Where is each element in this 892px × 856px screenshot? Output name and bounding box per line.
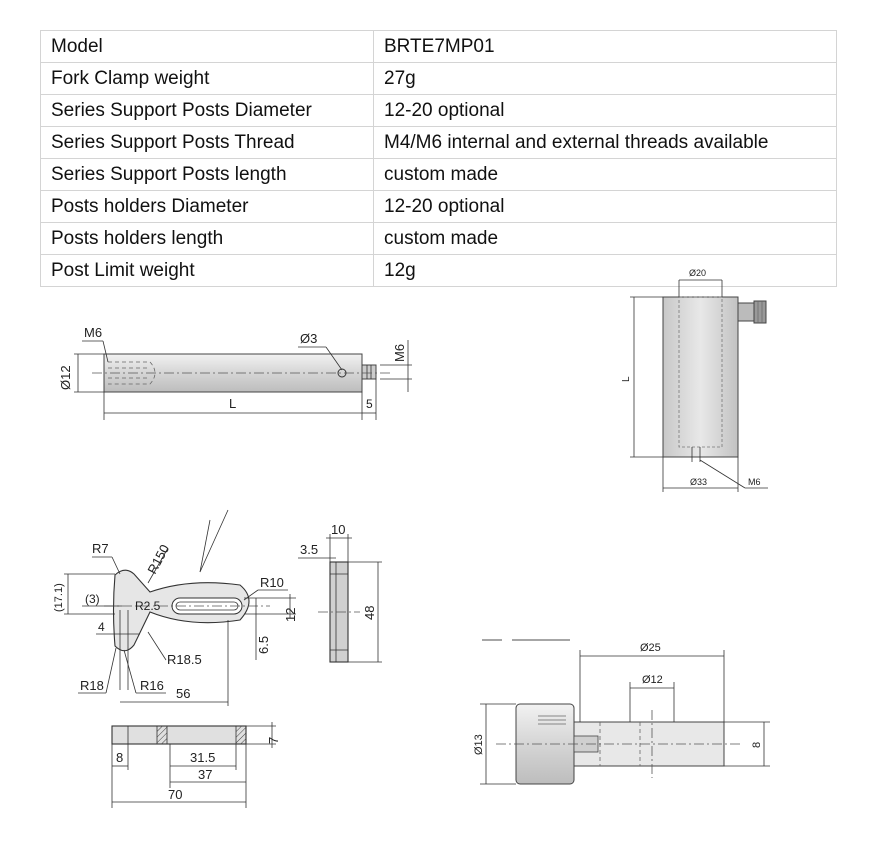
fork-r185-label: R18.5 xyxy=(167,652,202,667)
fork-56-label: 56 xyxy=(176,686,191,701)
spec-value: 12-20 optional xyxy=(374,191,837,223)
limit-d13-label: Ø13 xyxy=(473,734,485,755)
fork-65-label: 6.5 xyxy=(256,635,271,654)
post-end-thread-label: M6 xyxy=(392,343,407,362)
fork-r16-label: R16 xyxy=(140,678,164,693)
fork-top-view xyxy=(53,510,298,706)
holder-base-diameter-label: Ø33 xyxy=(690,477,708,487)
fork-side-48-label: 48 xyxy=(362,605,377,620)
spec-label: Series Support Posts length xyxy=(41,159,374,191)
fork-bottom-315-label: 31.5 xyxy=(190,750,216,765)
post-stub-label: 5 xyxy=(366,397,373,411)
spec-value: 27g xyxy=(374,63,837,95)
limit-d25-label: Ø25 xyxy=(640,642,661,654)
post-drawing xyxy=(58,325,412,420)
holder-top-diameter-label: Ø20 xyxy=(689,268,707,278)
fork-bottom-70-label: 70 xyxy=(168,787,183,802)
fork-bottom-37-label: 37 xyxy=(198,767,213,782)
fork-side-35-label: 3.5 xyxy=(300,542,319,557)
fork-bottom-7-label: 7 xyxy=(266,736,281,744)
spec-label: Posts holders length xyxy=(41,223,374,255)
limit-d12-label: Ø12 xyxy=(642,674,663,686)
post-thread-label: M6 xyxy=(84,325,103,340)
fork-3-label: (3) xyxy=(85,592,100,606)
spec-label: Post Limit weight xyxy=(41,255,374,287)
spec-label: Series Support Posts Diameter xyxy=(41,95,374,127)
spec-value: BRTE7MP01 xyxy=(374,31,837,63)
spec-value: custom made xyxy=(374,223,837,255)
spec-label: Model xyxy=(41,31,374,63)
spec-value: 12-20 optional xyxy=(374,95,837,127)
fork-side-view xyxy=(298,522,382,662)
post-end-stub xyxy=(362,365,376,379)
post-length-label: L xyxy=(229,396,237,411)
fork-r25-label: R2.5 xyxy=(135,599,161,613)
limit-drawing xyxy=(473,640,770,784)
fork-r150-label: R150 xyxy=(144,541,173,577)
limit-d8-label: 8 xyxy=(751,741,763,748)
fork-12-label: 12 xyxy=(283,607,298,622)
fork-bottom-body xyxy=(112,726,246,744)
holder-thumbscrew xyxy=(738,303,754,321)
spec-value: custom made xyxy=(374,159,837,191)
spec-label: Series Support Posts Thread xyxy=(41,127,374,159)
fork-r10-label: R10 xyxy=(260,575,284,590)
fork-4-label: 4 xyxy=(98,620,105,634)
spec-label: Fork Clamp weight xyxy=(41,63,374,95)
fork-side-10-label: 10 xyxy=(331,522,346,537)
spec-label: Posts holders Diameter xyxy=(41,191,374,223)
fork-bottom-8-label: 8 xyxy=(116,750,124,765)
holder-length-label: L xyxy=(621,376,632,382)
fork-171-label: (17.1) xyxy=(53,583,65,612)
fork-r7-label: R7 xyxy=(92,541,109,556)
fork-bottom-view xyxy=(112,722,281,808)
post-diameter-label: Ø12 xyxy=(58,365,73,390)
post-hole-label: Ø3 xyxy=(300,331,318,346)
holder-thread-label: M6 xyxy=(748,477,761,487)
fork-r18-label: R18 xyxy=(80,678,104,693)
holder-body xyxy=(663,297,738,457)
holder-drawing xyxy=(621,268,768,492)
spec-value: M4/M6 internal and external threads available xyxy=(374,127,837,159)
spec-value: 12g xyxy=(374,255,837,287)
